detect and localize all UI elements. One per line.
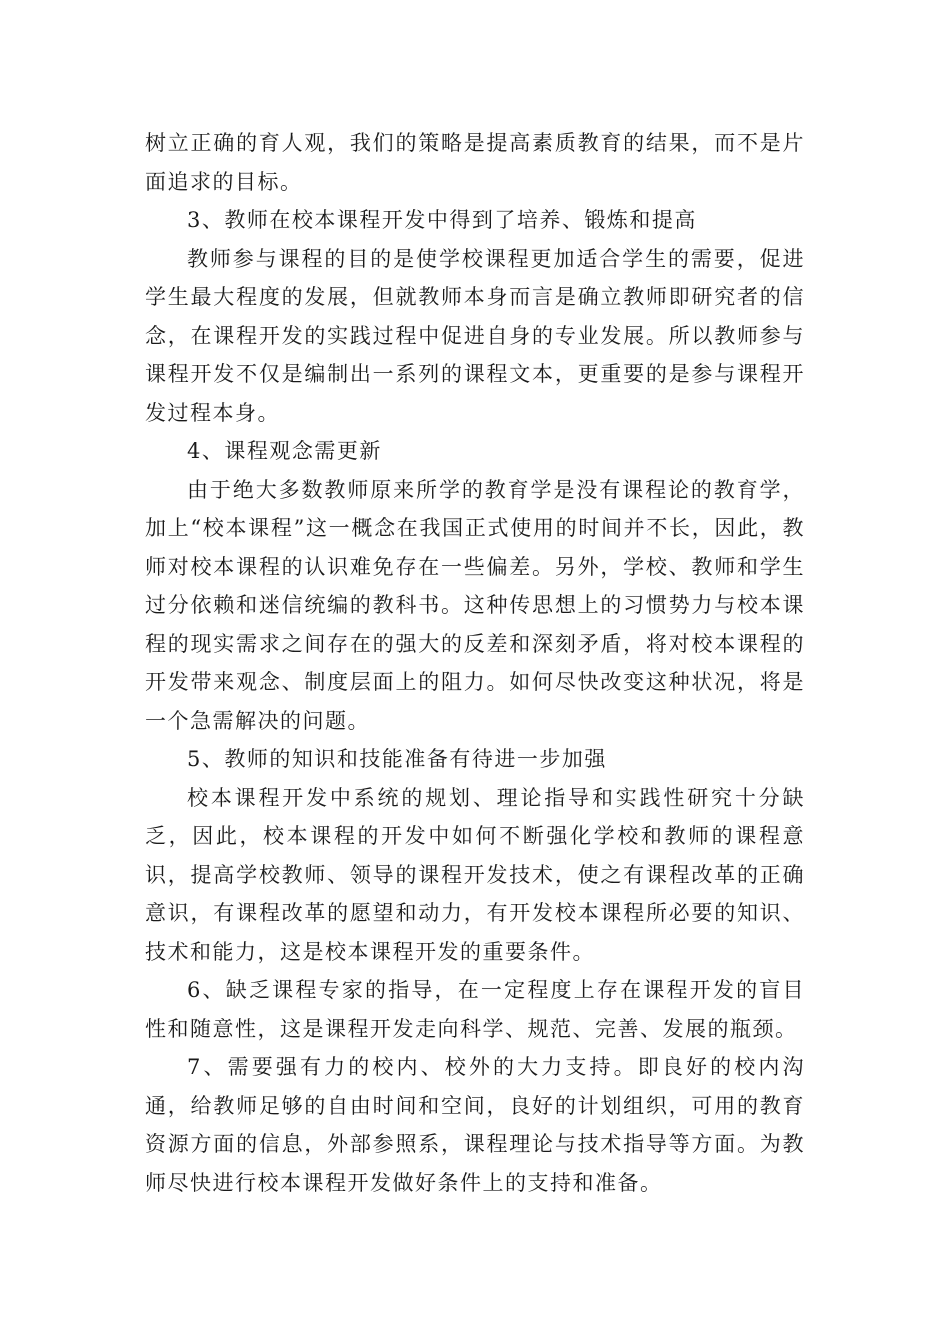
paragraph-continued: 树立正确的育人观，我们的策略是提高素质教育的结果，而不是片面追求的目标。	[145, 131, 805, 194]
paragraph-knowledge-skills: 校本课程开发中系统的规划、理论指导和实践性研究十分缺乏，因此，校本课程的开发中如何不断强化学校和教师的课程意识，提高学校教师、领导的课程开发技术，使之有课程改革的正确意识，有课程改革的愿望和动力，有开发校本课程所必要的知识、技术和能力，这是校本课程开发的重要条件。	[145, 785, 805, 964]
paragraph-support: 7、需要强有力的校内、校外的大力支持。即良好的校内沟通，给教师足够的自由时间和空间，良好的计划组织，可用的教育资源方面的信息，外部参照系，课程理论与技术指导等方面。为教师尽快进行校本课程开发做好条件上的支持和准备。	[145, 1055, 805, 1195]
paragraph-teacher-participation: 教师参与课程的目的是使学校课程更加适合学生的需要，促进学生最大程度的发展，但就教师本身而言是确立教师即研究者的信念，在课程开发的实践过程中促进自身的专业发展。所以教师参与课程开发不仅是编制出一系列的课程文本，更重要的是参与课程开发过程本身。	[145, 246, 805, 425]
document-body	[145, 124, 805, 1202]
paragraph-curriculum-concepts: 由于绝大多数教师原来所学的教育学是没有课程论的教育学，加上“校本课程”这一概念在我国正式使用的时间并不长，因此，教师对校本课程的认识难免存在一些偏差。另外，学校、教师和学生过分依赖和迷信统编的教科书。这种传思想上的习惯势力与校本课程的现实需求之间存在的强大的反差和深刻矛盾，将对校本课程的开发带来观念、制度层面上的阻力。如何尽快改变这种状况，将是一个急需解决的问题。	[145, 477, 805, 733]
section-heading-3: 3、教师在校本课程开发中得到了培养、锻炼和提高	[187, 208, 697, 232]
paragraph-expert-guidance: 6、缺乏课程专家的指导，在一定程度上存在课程开发的盲目性和随意性，这是课程开发走向科学、规范、完善、发展的瓶颈。	[145, 978, 805, 1041]
section-heading-5: 5、教师的知识和技能准备有待进一步加强	[187, 747, 607, 771]
section-heading-4: 4、课程观念需更新	[187, 439, 382, 463]
